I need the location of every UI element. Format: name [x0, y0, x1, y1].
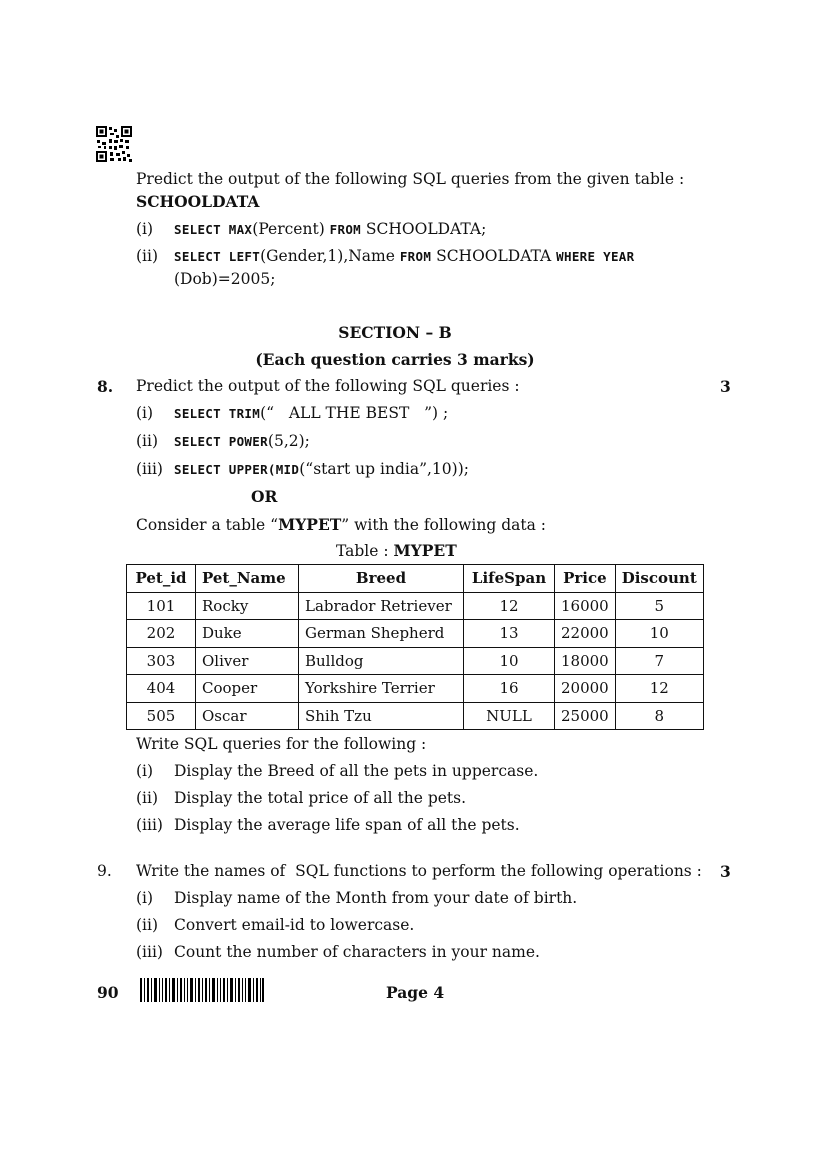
cell-breed: Shih Tzu	[299, 702, 464, 730]
query-text: (5,2);	[267, 432, 310, 450]
q9-part-ii-text: Convert email-id to lowercase.	[174, 916, 415, 934]
q9-number: 9.	[97, 862, 112, 880]
q8-question: Predict the output of the following SQL queries :	[136, 377, 520, 395]
sql-keyword: MID	[275, 462, 300, 477]
cell-pet-name: Duke	[196, 620, 299, 648]
query-text: (“start up india”,10));	[299, 460, 469, 478]
qr-code-icon	[96, 126, 132, 162]
cell-discount: 10	[615, 620, 703, 648]
q8-number: 8.	[97, 377, 114, 396]
q8-consider-text	[136, 515, 546, 534]
q7-part-i-number: (i)	[136, 220, 154, 238]
sql-keyword: SELECT POWER	[174, 434, 268, 449]
cell-price: 25000	[555, 702, 616, 730]
q7-part-ii-number: (ii)	[136, 247, 159, 265]
table-row	[127, 620, 704, 648]
cell-pet-id: 303	[127, 647, 196, 675]
caption-table-name: MYPET	[393, 541, 457, 560]
q7-part-ii-query	[174, 247, 634, 265]
table-header-row	[127, 565, 704, 593]
q8-part-ii-query	[174, 432, 310, 450]
table-caption	[336, 541, 457, 560]
q8-or-part-i-text: Display the Breed of all the pets in uppercase.	[174, 762, 539, 780]
q8-write-instruction: Write SQL queries for the following :	[136, 735, 427, 753]
q9-question: Write the names of SQL functions to perform the following operations :	[136, 862, 702, 880]
q7-table-name: SCHOOLDATA	[136, 192, 260, 211]
q8-or-part-iii-text: Display the average life span of all the pets.	[174, 816, 520, 834]
mypet-table	[126, 564, 704, 730]
header-pet-name: Pet_Name	[196, 565, 299, 593]
cell-price: 22000	[555, 620, 616, 648]
cell-lifespan: 10	[464, 647, 555, 675]
cell-pet-name: Rocky	[196, 592, 299, 620]
cell-breed: Bulldog	[299, 647, 464, 675]
q9-part-iii-number: (iii)	[136, 943, 163, 961]
q8-part-iii-query	[174, 460, 469, 478]
paper-code: 90	[97, 983, 119, 1002]
cell-breed: Yorkshire Terrier	[299, 675, 464, 703]
cell-discount: 8	[615, 702, 703, 730]
sql-keyword: SELECT TRIM	[174, 406, 261, 421]
barcode-icon	[140, 978, 264, 1002]
cell-lifespan: 12	[464, 592, 555, 620]
q9-part-ii-number: (ii)	[136, 916, 159, 934]
cell-lifespan: 13	[464, 620, 555, 648]
section-title: SECTION – B	[338, 323, 452, 342]
cell-price: 16000	[555, 592, 616, 620]
cell-discount: 7	[615, 647, 703, 675]
header-discount: Discount	[615, 565, 703, 593]
q7-part-i-query	[174, 220, 486, 238]
q9-part-iii-text: Count the number of characters in your name.	[174, 943, 540, 961]
table-row	[127, 675, 704, 703]
query-text: (Percent)	[252, 220, 330, 238]
sql-keyword: FROM	[329, 222, 361, 237]
cell-pet-id: 101	[127, 592, 196, 620]
sql-keyword: SELECT MAX	[174, 222, 253, 237]
cell-pet-name: Oliver	[196, 647, 299, 675]
header-price: Price	[555, 565, 616, 593]
cell-pet-name: Cooper	[196, 675, 299, 703]
section-subtitle: (Each question carries 3 marks)	[255, 350, 535, 369]
sql-keyword: SELECT UPPER(	[174, 462, 276, 477]
q8-marks: 3	[720, 377, 731, 396]
cell-pet-id: 404	[127, 675, 196, 703]
q8-part-i-query	[174, 404, 448, 422]
cell-lifespan: 16	[464, 675, 555, 703]
q8-or-part-iii-number: (iii)	[136, 816, 163, 834]
sql-keyword: SELECT LEFT	[174, 249, 261, 264]
page-number: Page 4	[386, 983, 445, 1002]
consider-post: ” with the following data :	[341, 516, 546, 534]
q9-part-i-number: (i)	[136, 889, 154, 907]
query-text: SCHOOLDATA	[431, 247, 557, 265]
q8-part-i-number: (i)	[136, 404, 154, 422]
q9-part-i-text: Display name of the Month from your date of birth.	[174, 889, 578, 907]
header-breed: Breed	[299, 565, 464, 593]
cell-price: 18000	[555, 647, 616, 675]
q8-or-part-ii-number: (ii)	[136, 789, 159, 807]
table-row	[127, 592, 704, 620]
q8-or-part-i-number: (i)	[136, 762, 154, 780]
caption-pre: Table :	[336, 542, 394, 560]
cell-pet-name: Oscar	[196, 702, 299, 730]
table-row	[127, 647, 704, 675]
q8-part-ii-number: (ii)	[136, 432, 159, 450]
cell-pet-id: 505	[127, 702, 196, 730]
cell-discount: 12	[615, 675, 703, 703]
or-separator: OR	[251, 487, 278, 506]
query-text: (“ ALL THE BEST ”) ;	[260, 404, 449, 422]
q7-intro: Predict the output of the following SQL queries from the given table :	[136, 170, 685, 188]
consider-pre: Consider a table “	[136, 516, 279, 534]
query-text: SCHOOLDATA;	[360, 220, 487, 238]
cell-breed: German Shepherd	[299, 620, 464, 648]
cell-breed: Labrador Retriever	[299, 592, 464, 620]
table-row	[127, 702, 704, 730]
cell-discount: 5	[615, 592, 703, 620]
cell-lifespan: NULL	[464, 702, 555, 730]
cell-price: 20000	[555, 675, 616, 703]
q8-or-part-ii-text: Display the total price of all the pets.	[174, 789, 467, 807]
q9-marks: 3	[720, 862, 731, 881]
cell-pet-id: 202	[127, 620, 196, 648]
sql-keyword: WHERE YEAR	[556, 249, 635, 264]
header-lifespan: LifeSpan	[464, 565, 555, 593]
q7-part-ii-line2: (Dob)=2005;	[174, 270, 276, 288]
query-text: (Gender,1),Name	[260, 247, 400, 265]
sql-keyword: FROM	[399, 249, 432, 264]
q8-part-iii-number: (iii)	[136, 460, 163, 478]
header-pet-id: Pet_id	[127, 565, 196, 593]
consider-table-name: MYPET	[278, 515, 342, 534]
